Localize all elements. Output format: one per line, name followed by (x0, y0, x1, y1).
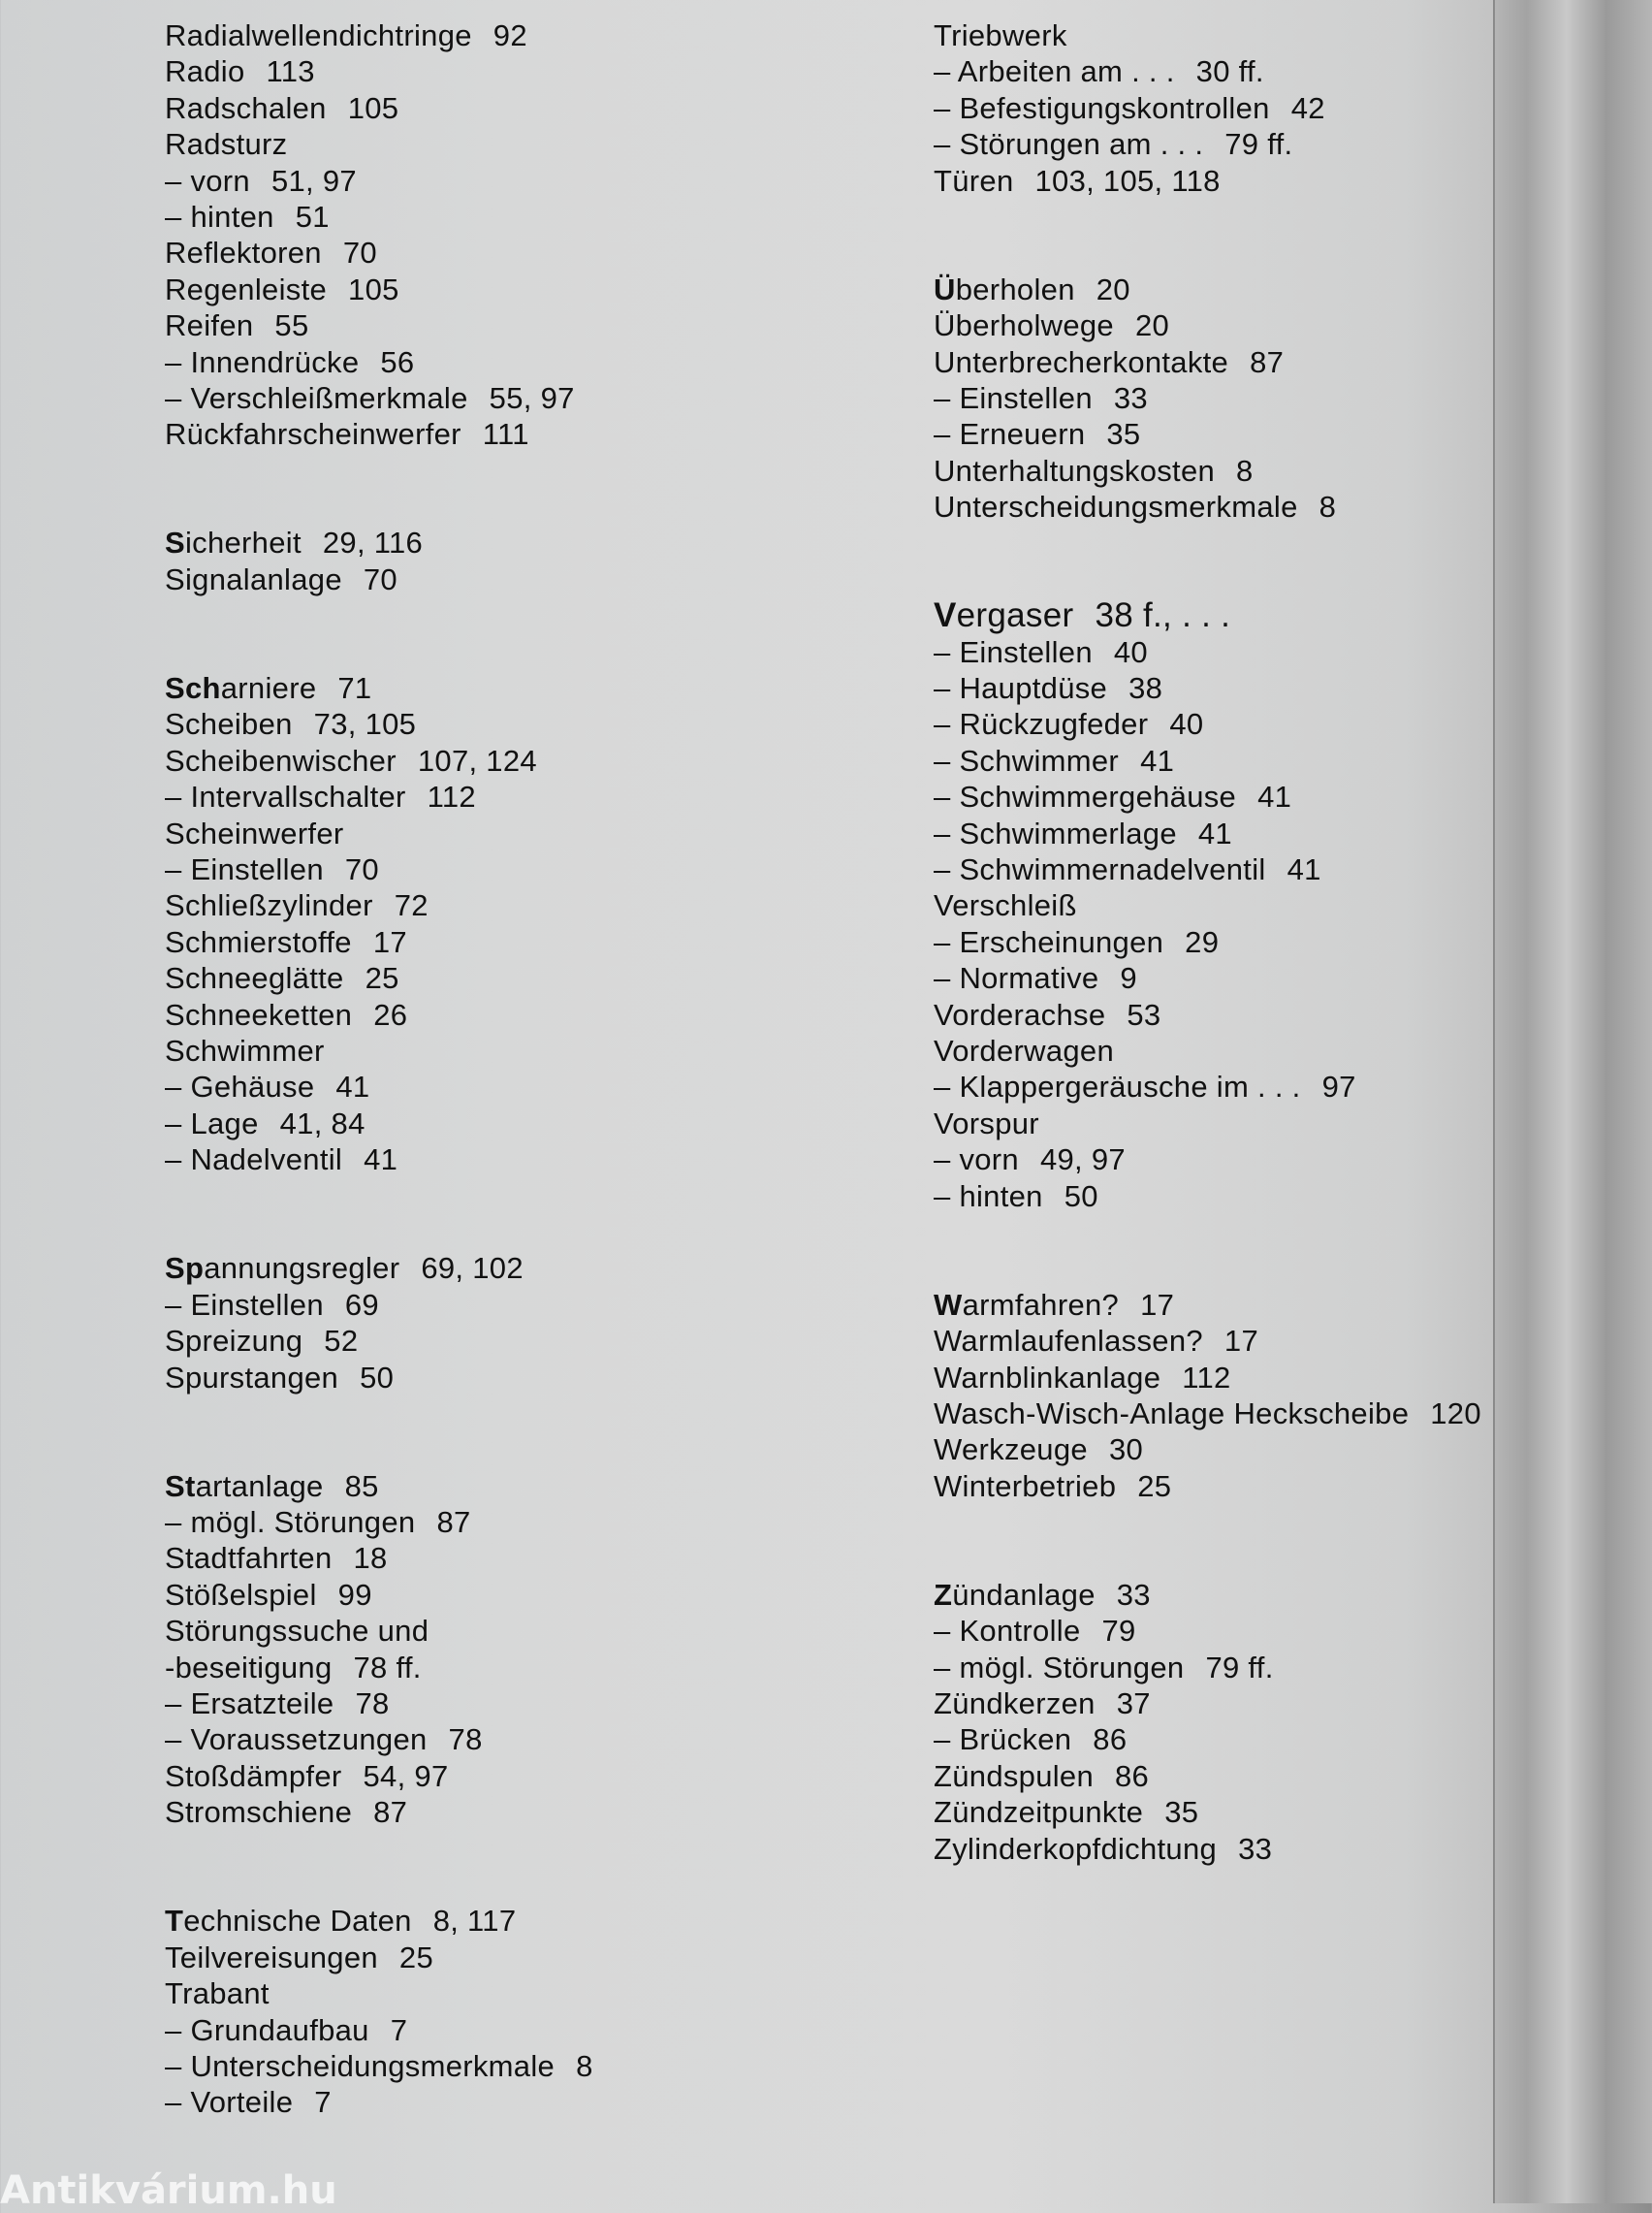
page-references: 8, 117 (432, 1904, 517, 1939)
index-term: Scharniere (165, 671, 317, 706)
index-term: Startanlage (165, 1468, 324, 1503)
index-entry (165, 1106, 1018, 1141)
index-entry (165, 1577, 1018, 1613)
index-entry (934, 163, 1652, 199)
index-entry (934, 1033, 1652, 1069)
page-references: 41 (335, 1070, 370, 1105)
index-term: – Brücken (934, 1722, 1072, 1757)
index-term: – Einstellen (934, 634, 1093, 669)
index-entry (934, 380, 1652, 416)
index-term: Schneeketten (165, 997, 353, 1032)
index-term: Winterbetrieb (934, 1468, 1117, 1503)
index-entry (934, 1141, 1652, 1177)
index-term: Radsturz (165, 127, 288, 162)
index-entry (165, 1069, 1018, 1105)
index-term: Zündkerzen (934, 1686, 1096, 1721)
index-term: Unterhaltungskosten (934, 453, 1216, 488)
page-references: 51 (295, 199, 330, 234)
index-term: Warmfahren? (934, 1287, 1120, 1322)
index-entry (934, 779, 1652, 815)
index-term: – Einstellen (165, 1287, 324, 1322)
page-references: 69 (344, 1287, 379, 1322)
index-term: – hinten (165, 199, 274, 234)
index-entry (165, 743, 1018, 779)
index-entry (165, 235, 1018, 271)
index-entry (934, 670, 1652, 706)
page-references: 17 (372, 924, 407, 959)
index-term: Zündspulen (934, 1758, 1095, 1793)
page-references: 20 (1096, 272, 1130, 306)
index-entry (165, 924, 1018, 960)
index-column-right (934, 17, 1652, 1867)
section-gap (934, 199, 1652, 272)
page-references: 86 (1093, 1722, 1128, 1757)
page-references: 41, 84 (279, 1106, 365, 1140)
index-entry (934, 1758, 1652, 1794)
index-entry (934, 17, 1652, 53)
index-term: Zündzeitpunkte (934, 1795, 1144, 1830)
index-term: Verschleiß (934, 888, 1077, 923)
index-entry (165, 706, 1018, 742)
index-term: – Kontrolle (934, 1614, 1081, 1649)
index-term: Vorderachse (934, 997, 1106, 1032)
index-entry (165, 1721, 1018, 1757)
index-term: Vorspur (934, 1106, 1039, 1140)
section-gap (934, 1214, 1652, 1287)
index-entry (934, 1650, 1652, 1685)
index-term: – Rückzugfeder (934, 707, 1149, 742)
index-entry (934, 489, 1652, 525)
index-entry (165, 1360, 1018, 1395)
index-term: Vorderwagen (934, 1033, 1114, 1068)
page-references: 79 (1101, 1614, 1136, 1649)
index-term: – Klappergeräusche im . . . (934, 1070, 1301, 1105)
index-entry (934, 1613, 1652, 1649)
index-term: Zündanlage (934, 1577, 1096, 1612)
index-term: Unterscheidungsmerkmale (934, 490, 1298, 525)
page-references: 86 (1115, 1758, 1150, 1793)
index-entry (934, 1468, 1652, 1504)
page-references: 54, 97 (363, 1758, 449, 1793)
index-entry (165, 960, 1018, 996)
index-entry (934, 634, 1652, 670)
page-references: 55, 97 (489, 380, 575, 415)
index-term: Spurstangen (165, 1360, 339, 1395)
index-entry (165, 1323, 1018, 1359)
section-gap (165, 453, 1018, 526)
index-term: Schmierstoffe (165, 924, 352, 959)
index-term: Scheiben (165, 707, 293, 742)
index-term: – Einstellen (934, 380, 1093, 415)
index-entry (165, 1940, 1018, 1975)
page-references: 50 (360, 1360, 395, 1395)
index-entry (165, 1903, 1018, 1939)
index-entry (165, 1504, 1018, 1540)
index-term: Stoßdämpfer (165, 1758, 342, 1793)
page-references: 38 f., . . . (1095, 596, 1231, 635)
index-term: Stößelspiel (165, 1577, 317, 1612)
page-references: 99 (337, 1577, 372, 1612)
index-entry (165, 670, 1018, 706)
page-references: 33 (1238, 1831, 1273, 1866)
page-references: 8 (1236, 453, 1254, 488)
index-term: – Erneuern (934, 417, 1086, 452)
page-references: 87 (1250, 344, 1285, 379)
index-entry (934, 997, 1652, 1033)
page-references: 35 (1164, 1795, 1199, 1830)
page-references: 97 (1321, 1070, 1356, 1105)
index-term: – vorn (165, 163, 250, 198)
index-term: Technische Daten (165, 1904, 412, 1939)
index-term: – Intervallschalter (165, 780, 406, 815)
index-entry (165, 416, 1018, 452)
index-term: Trabant (165, 1976, 270, 2011)
page-references: 41 (364, 1142, 398, 1177)
index-entry (165, 380, 1018, 416)
index-entry (165, 1540, 1018, 1576)
index-term: – Gehäuse (165, 1070, 315, 1105)
index-entry (165, 17, 1018, 53)
page-references: 70 (342, 236, 377, 271)
index-term: Warnblinkanlage (934, 1360, 1161, 1395)
index-term: Radio (165, 54, 245, 89)
index-entry (165, 561, 1018, 597)
index-term: – Einstellen (165, 852, 324, 887)
page-references: 17 (1223, 1324, 1259, 1359)
page-references: 33 (1113, 380, 1148, 415)
index-entry (165, 2084, 1018, 2120)
index-entry (165, 2048, 1018, 2084)
page-references: 87 (373, 1795, 408, 1830)
page-references: 79 ff. (1205, 1650, 1274, 1684)
page-references: 69, 102 (421, 1251, 524, 1286)
index-term: – Nadelventil (165, 1142, 343, 1177)
index-entry (934, 1106, 1652, 1141)
index-term: Türen (934, 163, 1014, 198)
index-entry (934, 1287, 1652, 1323)
index-term: – Grundaufbau (165, 2012, 369, 2047)
index-entry (165, 1141, 1018, 1177)
page-references: 71 (337, 671, 372, 706)
index-term: – mögl. Störungen (165, 1505, 416, 1540)
index-term: Schließzylinder (165, 888, 373, 923)
page-references: 18 (353, 1541, 388, 1576)
page-references: 112 (1182, 1360, 1231, 1395)
page-references: 105 (348, 272, 399, 306)
index-entry (165, 779, 1018, 815)
index-entry (165, 126, 1018, 162)
page-references: 42 (1290, 90, 1325, 125)
page-references: 17 (1140, 1287, 1175, 1322)
index-entry (165, 163, 1018, 199)
page-references: 78 (355, 1686, 390, 1721)
page-references: 41 (1257, 780, 1292, 815)
index-term: – Vorteile (165, 2085, 294, 2120)
page-references: 50 (1064, 1178, 1098, 1213)
index-term: – vorn (934, 1142, 1019, 1177)
page-references: 85 (344, 1468, 379, 1503)
page-references: 41 (1197, 816, 1232, 850)
index-entry (934, 597, 1652, 633)
index-term: Vergaser (934, 596, 1074, 635)
index-entry (165, 816, 1018, 851)
page-references: 9 (1120, 961, 1137, 996)
index-entry (934, 743, 1652, 779)
index-term: Scheibenwischer (165, 743, 397, 778)
index-term: Teilvereisungen (165, 1940, 378, 1974)
index-entry (934, 924, 1652, 960)
index-term: Überholen (934, 272, 1075, 306)
page-references: 79 ff. (1224, 127, 1293, 162)
index-term: – hinten (934, 1178, 1043, 1213)
index-entry (165, 1613, 1018, 1649)
index-entry (934, 706, 1652, 742)
index-term: Regenleiste (165, 272, 328, 306)
index-entry (934, 1721, 1652, 1757)
index-entry (165, 1250, 1018, 1286)
page-references: 107, 124 (417, 743, 537, 778)
index-term: Reifen (165, 308, 254, 343)
index-term: -beseitigung (165, 1650, 333, 1684)
index-term: – mögl. Störungen (934, 1650, 1185, 1684)
page-references: 70 (363, 561, 397, 596)
index-entry (165, 2012, 1018, 2048)
page-references: 52 (324, 1324, 359, 1359)
page-references: 92 (492, 18, 527, 52)
section-gap (934, 525, 1652, 597)
page-references: 30 (1108, 1432, 1144, 1467)
index-entry (165, 199, 1018, 235)
index-entry (165, 272, 1018, 307)
index-term: Signalanlage (165, 561, 342, 596)
page-references: 112 (427, 780, 476, 815)
index-term: – Ersatzteile (165, 1686, 334, 1721)
index-entry (934, 1794, 1652, 1830)
index-entry (165, 90, 1018, 126)
index-entry (934, 1431, 1652, 1467)
index-column-left (165, 17, 1018, 2121)
index-entry (934, 453, 1652, 489)
index-term: – Hauptdüse (934, 671, 1108, 706)
page-references: 7 (390, 2012, 408, 2047)
index-term: – Innendrücke (165, 344, 360, 379)
index-entry (934, 272, 1652, 307)
index-term: Schwimmer (165, 1033, 325, 1068)
index-term: Stadtfahrten (165, 1541, 333, 1576)
index-term: Zylinderkopfdichtung (934, 1831, 1218, 1866)
page-references: 70 (344, 852, 379, 887)
index-term: Sicherheit (165, 526, 302, 561)
page-references: 53 (1127, 997, 1161, 1032)
index-entry (165, 851, 1018, 887)
index-entry (934, 416, 1652, 452)
index-term: Unterbrecherkontakte (934, 344, 1229, 379)
page-references: 105 (347, 90, 399, 125)
index-term: Werkzeuge (934, 1432, 1088, 1467)
index-entry (934, 816, 1652, 851)
page-references: 103, 105, 118 (1034, 163, 1221, 198)
page-references: 41 (1140, 743, 1175, 778)
index-entry (934, 1323, 1652, 1359)
page-references: 30 ff. (1195, 54, 1264, 89)
page-references: 8 (576, 2048, 593, 2083)
section-gap (165, 1395, 1018, 1468)
page-references: 56 (380, 344, 415, 379)
section-gap (165, 1831, 1018, 1904)
index-entry (934, 1178, 1652, 1214)
index-term: – Verschleißmerkmale (165, 380, 468, 415)
index-entry (165, 53, 1018, 89)
index-entry (934, 1577, 1652, 1613)
index-entry (934, 344, 1652, 380)
index-term: – Befestigungskontrollen (934, 90, 1270, 125)
page-references: 37 (1116, 1686, 1151, 1721)
page-references: 38 (1128, 671, 1163, 706)
index-term: Triebwerk (934, 18, 1067, 52)
index-entry (165, 1975, 1018, 2011)
page-references: 29, 116 (322, 526, 424, 561)
index-term: Überholwege (934, 308, 1114, 343)
section-gap (165, 1178, 1018, 1251)
index-entry (934, 1069, 1652, 1105)
page-references: 35 (1106, 417, 1141, 452)
index-entry (934, 851, 1652, 887)
index-entry (934, 126, 1652, 162)
index-entry (165, 1033, 1018, 1069)
index-term: – Störungen am . . . (934, 127, 1204, 162)
index-entry (934, 960, 1652, 996)
index-term: – Schwimmernadelventil (934, 852, 1266, 887)
section-gap (934, 1504, 1652, 1577)
index-term: – Normative (934, 961, 1099, 996)
page-references: 40 (1169, 707, 1204, 742)
page-references: 120 (1430, 1395, 1481, 1430)
page-references: 49, 97 (1039, 1142, 1126, 1177)
index-term: Radialwellendichtringe (165, 18, 472, 52)
page-references: 41 (1287, 852, 1321, 887)
page-references: 8 (1318, 490, 1337, 525)
page-references: 25 (1137, 1468, 1172, 1503)
index-entry (165, 1758, 1018, 1794)
index-term: – Arbeiten am . . . (934, 54, 1175, 89)
page-references: 40 (1113, 634, 1148, 669)
index-term: Spreizung (165, 1324, 303, 1359)
index-entry (934, 1685, 1652, 1721)
index-entry (165, 525, 1018, 561)
page-references: 25 (398, 1940, 434, 1974)
index-entry (165, 1685, 1018, 1721)
page-references: 33 (1116, 1577, 1151, 1612)
section-gap (165, 597, 1018, 670)
index-entry (934, 887, 1652, 923)
page-references: 111 (482, 417, 529, 452)
index-term: – Lage (165, 1106, 259, 1140)
index-term: – Erscheinungen (934, 924, 1164, 959)
index-entry (165, 1650, 1018, 1685)
index-entry (165, 1287, 1018, 1323)
index-term: – Voraussetzungen (165, 1722, 428, 1757)
index-term: Schneeglätte (165, 961, 344, 996)
index-entry (165, 344, 1018, 380)
index-term: – Unterscheidungsmerkmale (165, 2048, 556, 2083)
index-term: Spannungsregler (165, 1251, 400, 1286)
index-term: – Schwimmergehäuse (934, 780, 1237, 815)
page-references: 20 (1134, 308, 1170, 343)
index-entry (165, 1468, 1018, 1504)
page-references: 72 (394, 888, 429, 923)
page-references: 73, 105 (313, 707, 417, 742)
index-entry (934, 1395, 1652, 1431)
index-term: Radschalen (165, 90, 327, 125)
index-term: Reflektoren (165, 236, 322, 271)
page-references: 51, 97 (270, 163, 357, 198)
page-references: 7 (314, 2085, 332, 2120)
index-entry (165, 997, 1018, 1033)
page-references: 55 (274, 308, 309, 343)
index-term: – Schwimmerlage (934, 816, 1177, 850)
index-entry (165, 1794, 1018, 1830)
index-entry (165, 887, 1018, 923)
page-references: 29 (1185, 924, 1220, 959)
watermark: Antikvárium.hu (0, 2168, 337, 2213)
page-references: 87 (436, 1505, 471, 1540)
index-term: Stromschiene (165, 1795, 353, 1830)
index-entry (934, 90, 1652, 126)
index-term: Rückfahrscheinwerfer (165, 417, 461, 452)
index-term: Wasch-Wisch-Anlage Heckscheibe (934, 1395, 1410, 1430)
page-references: 113 (266, 54, 315, 89)
page-references: 26 (373, 997, 408, 1032)
page-references: 25 (365, 961, 399, 996)
index-term: Störungssuche und (165, 1614, 429, 1649)
index-entry (934, 1360, 1652, 1395)
index-entry (165, 307, 1018, 343)
index-term: Scheinwerfer (165, 816, 344, 850)
index-entry (934, 53, 1652, 89)
index-entry (934, 1831, 1652, 1867)
index-term: Warmlaufenlassen? (934, 1324, 1203, 1359)
page-references: 78 (448, 1722, 483, 1757)
index-entry (934, 307, 1652, 343)
index-term: – Schwimmer (934, 743, 1120, 778)
page-references: 78 ff. (353, 1650, 422, 1684)
